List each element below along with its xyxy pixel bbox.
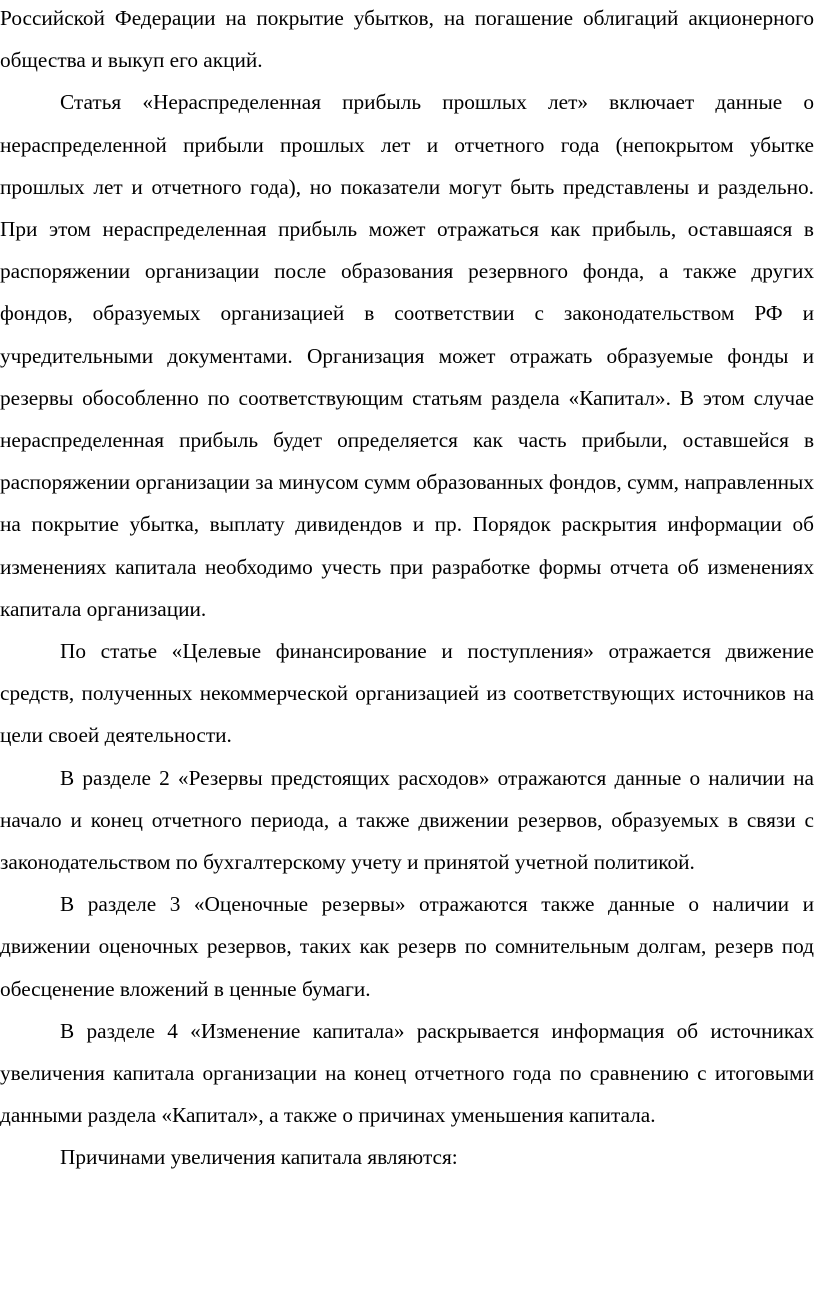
paragraph-section-2-reserves: В разделе 2 «Резервы предстоящих расходов» отражаются данные о наличии на начало и конец отчетного периода, а также движении резервов, образуемых в связи с законодательством по бухгалтерскому учету и принятой учетной политикой. bbox=[0, 765, 814, 875]
paragraph-target-financing: По статье «Целевые финансирование и поступления» отражается движение средств, полученных некоммерческой организацией из соответствующих источников на цели своей деятельности. bbox=[0, 639, 814, 748]
paragraph-section-4-capital-change: В разделе 4 «Изменение капитала» раскрывается информация об источниках увеличения капитала организации на конец отчетного года по сравнению с итоговыми данными раздела «Капитал», а также о причинах уменьшения капитала. bbox=[0, 1018, 814, 1128]
paragraph-retained-earnings: Статья «Нераспределенная прибыль прошлых лет» включает данные о нераспределенной прибыли прошлых лет и отчетного года (непокрытом убытке прошлых лет и отчетного года), но показатели могут быть представлены и раздельно. При этом нераспределенная прибыль может отражаться как прибыль, оставшаяся в распоряжении организации после образования резервного фонда, а также других фондов, образуемых организацией в соответствии с законодательством РФ и учредительными документами. Организация может отражать образуемые фонды и резервы обособленно по соответствующим статьям раздела «Капитал». В этом случае нераспределенная прибыль будет определяется как часть прибыли, оставшейся в распоряжении организации за минусом сумм образованных фондов, сумм, направленных на покрытие убытка, выплату дивидендов и пр. Порядок раскрытия информации об изменениях капитала необходимо учесть при разработке формы отчета об изменениях капитала организации. bbox=[0, 90, 814, 621]
paragraph-capital-increase-reasons: Причинами увеличения капитала являются: bbox=[60, 1145, 458, 1170]
paragraph-section-3-valuation-reserves: В разделе 3 «Оценочные резервы» отражаются также данные о наличии и движении оценочных резервов, таких как резерв по сомнительным долгам, резерв под обесценение вложений в ценные бумаги. bbox=[0, 892, 814, 1001]
paragraph-continuation: Российской Федерации на покрытие убытков, на погашение облигаций акционерного общества и выкуп его акций. bbox=[0, 6, 814, 73]
